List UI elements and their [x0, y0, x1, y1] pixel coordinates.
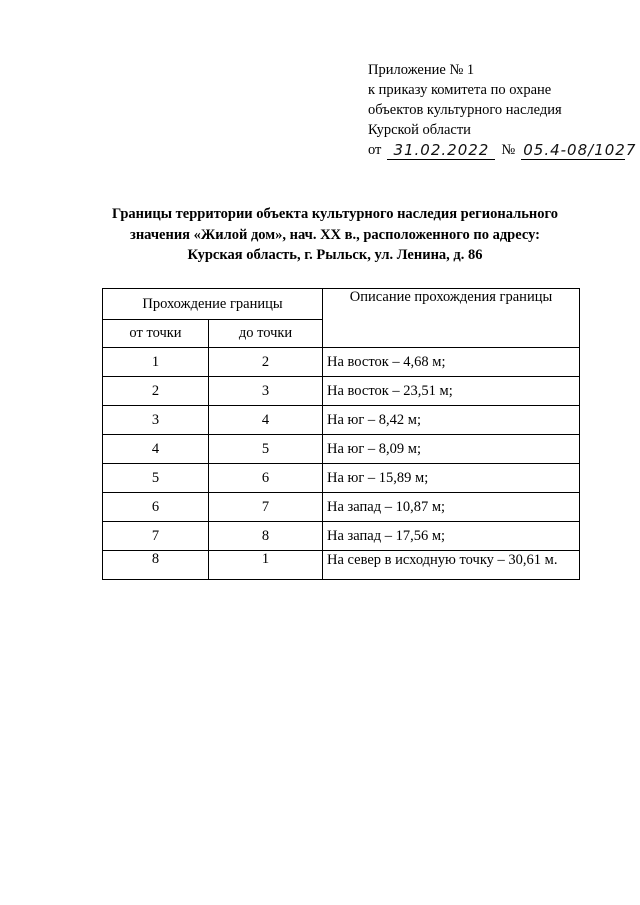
- boundary-table: [102, 288, 580, 580]
- to-point-cell: 2: [209, 348, 323, 377]
- title-line-2: значения «Жилой дом», нач. XX в., расположенного по адресу:: [130, 226, 540, 243]
- from-point-cell: 8: [103, 551, 209, 580]
- table-row: [103, 493, 580, 522]
- handwritten-date: 31.02.2022: [387, 142, 495, 160]
- table-row: [103, 348, 580, 377]
- from-point-cell: 4: [103, 435, 209, 464]
- table-row: [103, 406, 580, 435]
- order-date-number-row: [368, 140, 637, 160]
- header-from-point: от точки: [103, 320, 209, 348]
- from-point-cell: 5: [103, 464, 209, 493]
- from-label: от: [368, 142, 382, 158]
- to-point-cell: 7: [209, 493, 323, 522]
- document-title: [90, 204, 580, 266]
- to-point-cell: 8: [209, 522, 323, 551]
- description-cell: На юг – 8,42 м;: [323, 406, 580, 435]
- table-row: [103, 464, 580, 493]
- from-point-cell: 3: [103, 406, 209, 435]
- handwritten-order-number: 05.4-08/1027: [523, 141, 637, 159]
- description-cell: На запад – 10,87 м;: [323, 493, 580, 522]
- appendix-committee-line: объектов культурного наследия: [368, 102, 562, 118]
- appendix-title: Приложение № 1: [368, 62, 475, 78]
- table-row: [103, 522, 580, 551]
- appendix-order-line: к приказу комитета по охране: [368, 82, 552, 98]
- number-label: №: [501, 142, 516, 158]
- from-point-cell: 6: [103, 493, 209, 522]
- to-point-cell: 3: [209, 377, 323, 406]
- description-cell: На север в исходную точку – 30,61 м.: [323, 551, 580, 580]
- to-point-cell: 6: [209, 464, 323, 493]
- title-line-1: Границы территории объекта культурного наследия регионального: [112, 206, 558, 222]
- from-point-cell: 1: [103, 348, 209, 377]
- description-cell: На восток – 23,51 м;: [323, 377, 580, 406]
- appendix-block: [368, 60, 637, 160]
- appendix-region-line: Курской области: [368, 122, 471, 138]
- header-boundary-passage: Прохождение границы: [103, 289, 323, 320]
- table-row: [103, 551, 580, 580]
- title-line-3: Курская область, г. Рыльск, ул. Ленина, д. 86: [187, 247, 483, 263]
- from-point-cell: 7: [103, 522, 209, 551]
- description-cell: На восток – 4,68 м;: [323, 348, 580, 377]
- table-row: [103, 435, 580, 464]
- table-row: [103, 377, 580, 406]
- to-point-cell: 1: [209, 551, 323, 580]
- header-boundary-description: Описание прохождения границы: [323, 289, 580, 348]
- description-cell: На запад – 17,56 м;: [323, 522, 580, 551]
- to-point-cell: 5: [209, 435, 323, 464]
- from-point-cell: 2: [103, 377, 209, 406]
- description-cell: На юг – 8,09 м;: [323, 435, 580, 464]
- description-cell: На юг – 15,89 м;: [323, 464, 580, 493]
- to-point-cell: 4: [209, 406, 323, 435]
- header-to-point: до точки: [209, 320, 323, 348]
